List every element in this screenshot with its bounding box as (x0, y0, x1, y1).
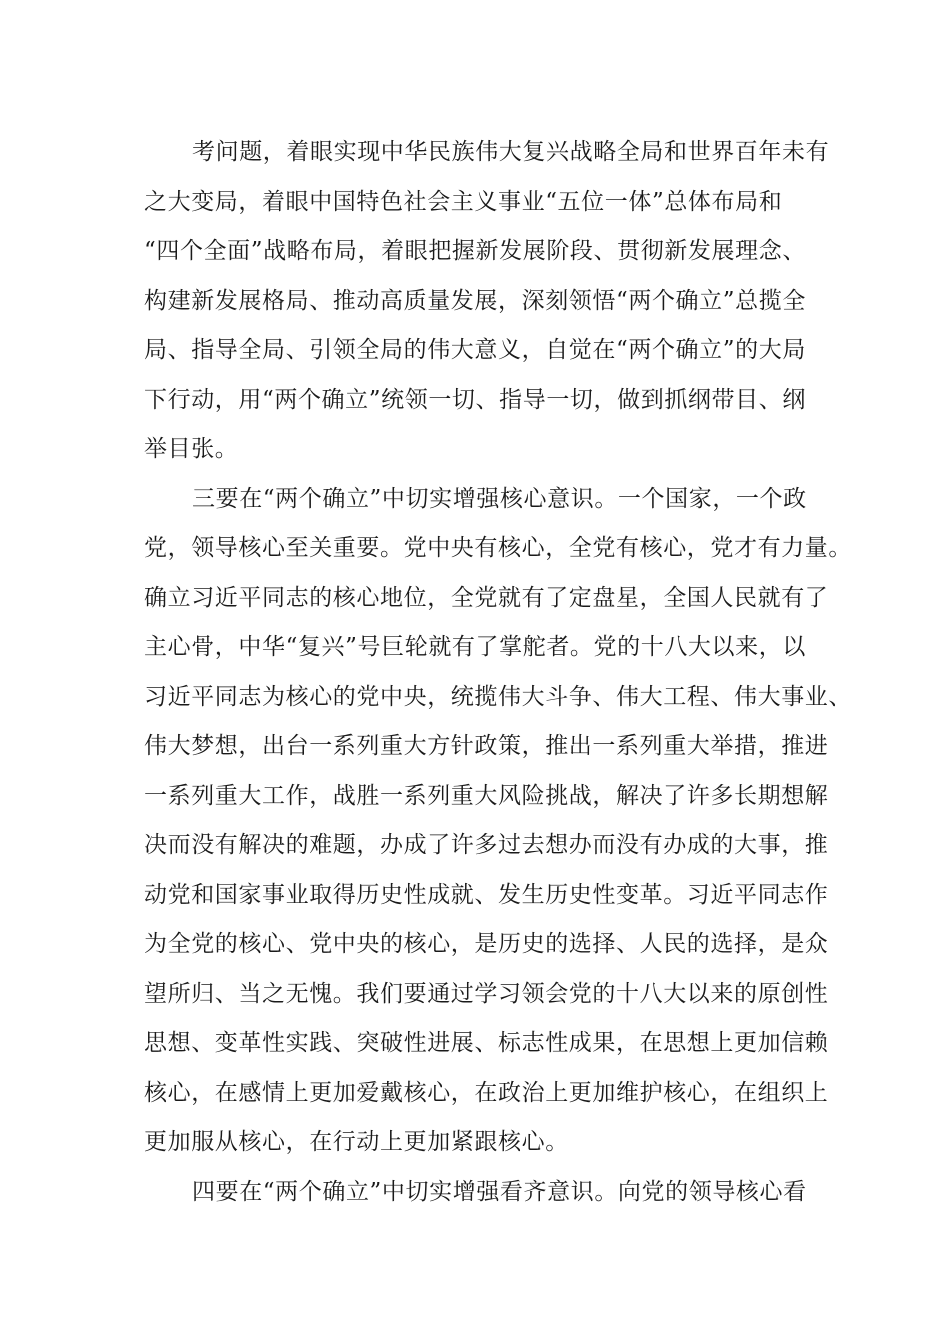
text-line: 确立习近平同志的核心地位，全党就有了定盘星，全国人民就有了 (144, 585, 829, 611)
text-line: 主心骨，中华“复兴”号巨轮就有了掌舵者。党的十八大以来，以 (144, 634, 806, 660)
text-line: “四个全面”战略布局，着眼把握新发展阶段、贯彻新发展理念、 (144, 238, 806, 264)
text-line: 举目张。 (144, 436, 239, 462)
text-line: 下行动，用“两个确立”统领一切、指导一切，做到抓纲带目、纲 (144, 387, 806, 413)
text-line: 考问题，着眼实现中华民族伟大复兴战略全局和世界百年未有 (192, 139, 830, 165)
text-line: 四要在“两个确立”中切实增强看齐意识。向党的领导核心看 (192, 1179, 807, 1205)
text-line: 更加服从核心，在行动上更加紧跟核心。 (144, 1129, 569, 1155)
text-line: 之大变局，着眼中国特色社会主义事业“五位一体”总体布局和 (144, 189, 783, 215)
text-line: 伟大梦想，出台一系列重大方针政策，推出一系列重大举措，推进 (144, 733, 829, 759)
text-line: 动党和国家事业取得历史性成就、发生历史性变革。习近平同志作 (144, 882, 829, 908)
text-line: 构建新发展格局、推动高质量发展，深刻领悟“两个确立”总揽全 (144, 288, 806, 314)
text-line: 一系列重大工作，战胜一系列重大风险挑战，解决了许多长期想解 (144, 783, 829, 809)
text-line: 核心，在感情上更加爱戴核心，在政治上更加维护核心，在组织上 (144, 1080, 829, 1106)
text-line: 三要在“两个确立”中切实增强核心意识。一个国家，一个政 (192, 486, 807, 512)
text-line: 习近平同志为核心的党中央，统揽伟大斗争、伟大工程、伟大事业、 (144, 684, 852, 710)
text-line: 局、指导全局、引领全局的伟大意义，自觉在“两个确立”的大局 (144, 337, 806, 363)
text-line: 思想、变革性实践、突破性进展、标志性成果，在思想上更加信赖 (144, 1030, 829, 1056)
text-line: 望所归、当之无愧。我们要通过学习领会党的十八大以来的原创性 (144, 981, 829, 1007)
text-line: 决而没有解决的难题，办成了许多过去想办而没有办成的大事，推 (144, 832, 829, 858)
text-line: 党，领导核心至关重要。党中央有核心，全党有核心，党才有力量。 (144, 535, 852, 561)
text-line: 为全党的核心、党中央的核心，是历史的选择、人民的选择，是众 (144, 931, 829, 957)
